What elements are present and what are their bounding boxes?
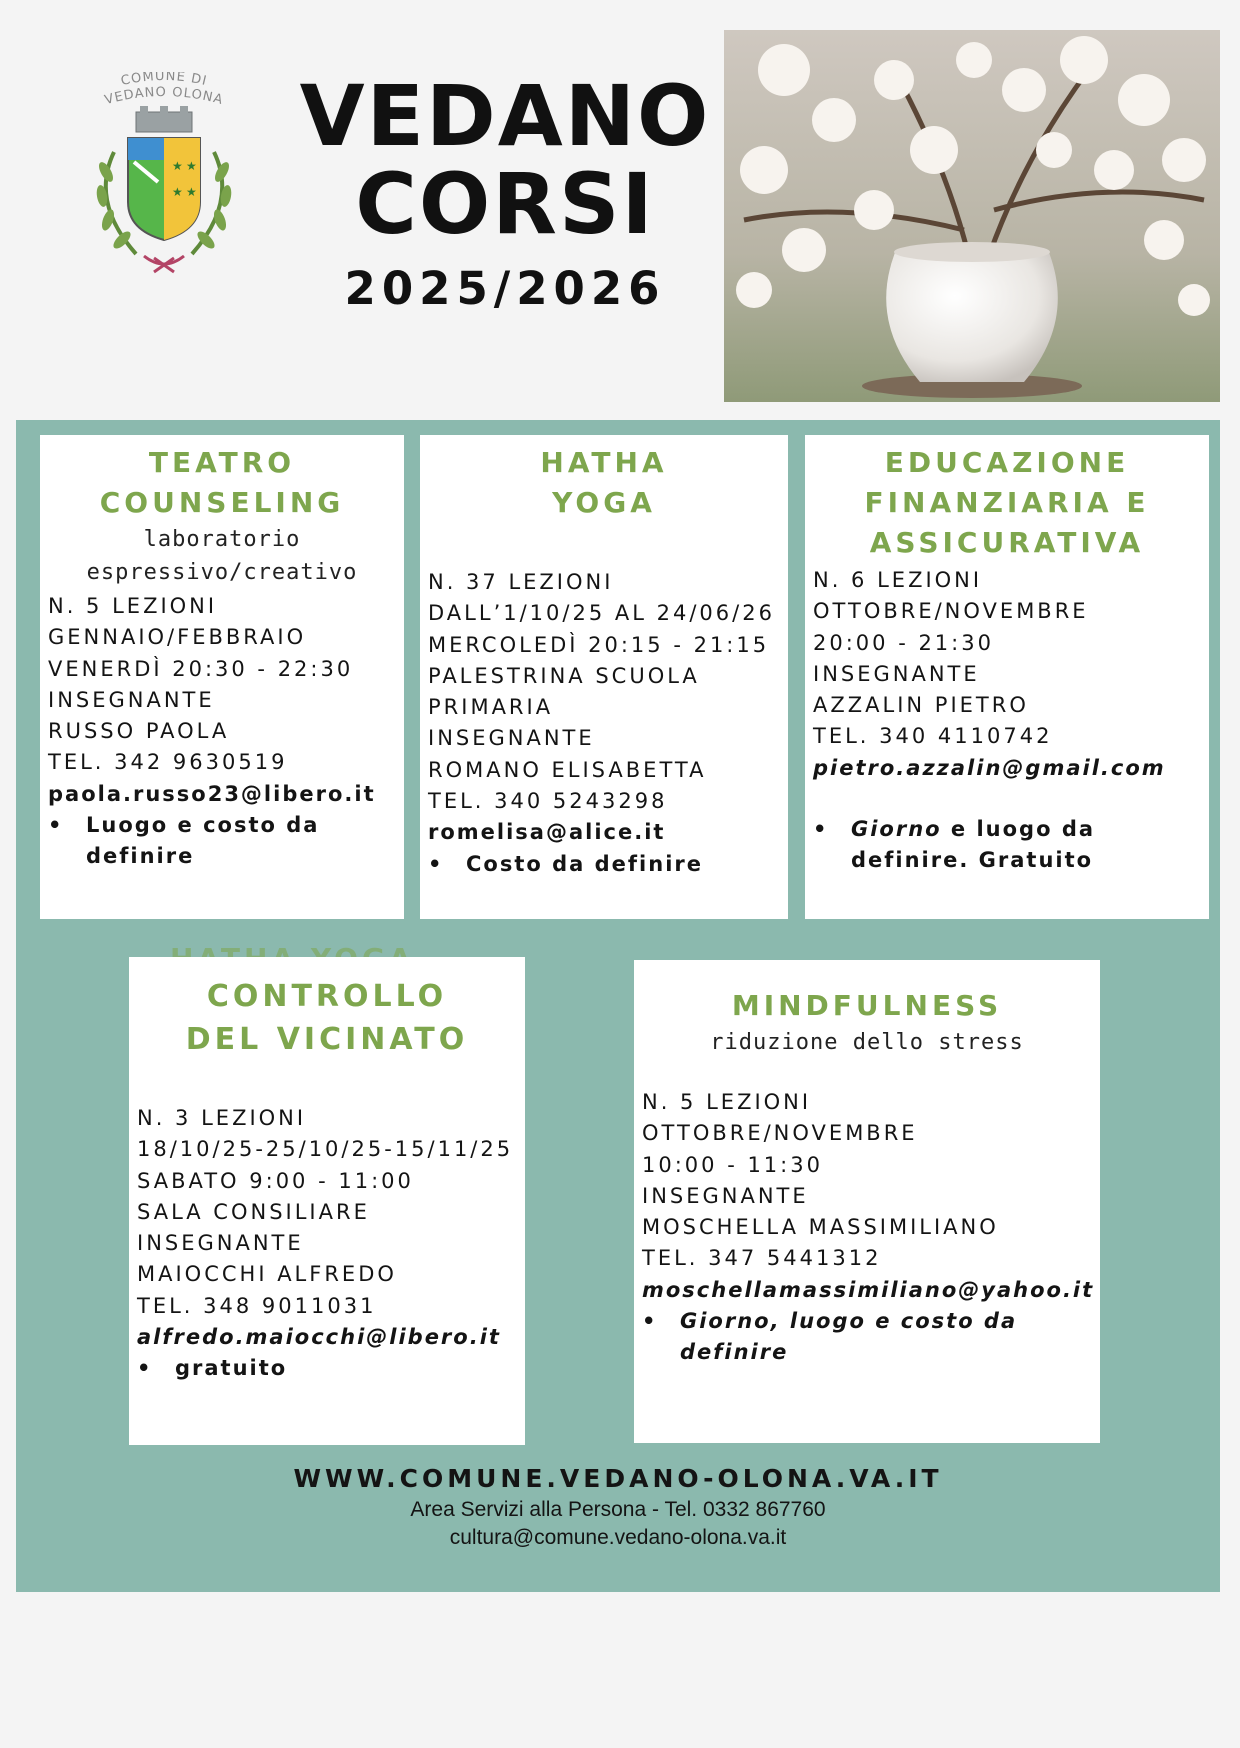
- bullet-dot: •: [813, 817, 829, 842]
- detail-line: PALESTRINA SCUOLA: [428, 663, 700, 688]
- course-note-italic: Giorno: [851, 817, 942, 842]
- course-note-text: Giorno, luogo e costo da definire: [680, 1309, 1018, 1365]
- course-note: [420, 849, 788, 880]
- course-email-link[interactable]: alfredo.maiocchi@libero.it: [137, 1325, 501, 1350]
- course-title-line: DEL VICINATO: [185, 1022, 469, 1057]
- course-title-line: COUNSELING: [99, 486, 345, 519]
- year-label: 2025/2026: [344, 262, 666, 315]
- detail-line: TEL. 348 9011031: [137, 1293, 377, 1318]
- course-email-link[interactable]: romelisa@alice.it: [428, 820, 666, 845]
- course-title: [805, 443, 1209, 563]
- course-note: [805, 814, 1209, 876]
- detail-line: INSEGNANTE: [813, 661, 980, 686]
- detail-line: INSEGNANTE: [48, 687, 215, 712]
- detail-line: TEL. 342 9630519: [48, 750, 288, 775]
- detail-line: 20:00 - 21:30: [813, 630, 994, 655]
- blossom-vase-photo: [724, 30, 1220, 402]
- bullet-dot: •: [642, 1309, 658, 1334]
- course-title-line: CONTROLLO: [206, 979, 448, 1014]
- course-subtitle-line: laboratorio: [143, 527, 301, 552]
- detail-line: MOSCHELLA MASSIMILIANO: [642, 1215, 999, 1240]
- logo-text-line2: VEDANO OLONA: [103, 84, 225, 109]
- course-title-line: EDUCAZIONE: [884, 446, 1130, 479]
- course-note: [129, 1353, 525, 1384]
- course-details: [634, 1087, 1100, 1306]
- svg-text:★: ★: [172, 159, 183, 173]
- course-title: [40, 443, 404, 523]
- course-subtitle-line: espressivo/creativo: [86, 560, 358, 585]
- bullet-dot: •: [48, 813, 64, 838]
- course-title-line: ASSICURATIVA: [869, 526, 1145, 559]
- svg-text:VEDANO OLONA: [103, 85, 225, 108]
- course-card-mindfulness: [634, 960, 1100, 1443]
- course-subtitle: [634, 1026, 1100, 1059]
- title-line-2: CORSI: [355, 155, 655, 253]
- detail-line: TEL. 340 4110742: [813, 724, 1053, 749]
- detail-line: ROMANO ELISABETTA: [428, 757, 707, 782]
- course-details: [805, 565, 1209, 784]
- course-note-text: [851, 814, 1209, 876]
- course-card-educazione-finanziaria: [805, 435, 1209, 919]
- office-email-link[interactable]: cultura@comune.vedano-olona.va.it: [449, 1526, 787, 1549]
- course-note: [40, 810, 404, 872]
- course-title: [634, 986, 1100, 1026]
- detail-line: MERCOLEDÌ 20:15 - 21:15: [428, 632, 770, 657]
- course-email-link[interactable]: moschellamassimiliano@yahoo.it: [642, 1277, 1095, 1302]
- detail-line: TEL. 340 5243298: [428, 789, 668, 814]
- detail-line: N. 3 LEZIONI: [137, 1106, 307, 1130]
- logo-text-line1: COMUNE DI: [119, 72, 209, 90]
- detail-line: GENNAIO/FEBBRAIO: [48, 625, 307, 650]
- detail-line: 10:00 - 11:30: [642, 1152, 823, 1177]
- course-details: [129, 1103, 525, 1353]
- detail-line: N. 5 LEZIONI: [48, 594, 218, 618]
- title-line-1: VEDANO: [299, 67, 711, 165]
- detail-line: DALL’1/10/25 AL 24/06/26: [428, 601, 775, 626]
- detail-line: OTTOBRE/NOVEMBRE: [642, 1121, 918, 1146]
- course-title-line: YOGA: [552, 486, 656, 519]
- detail-line: RUSSO PAOLA: [48, 719, 230, 744]
- detail-line: SALA CONSILIARE: [137, 1199, 370, 1224]
- website-link[interactable]: WWW.COMUNE.VEDANO-OLONA.VA.IT: [293, 1464, 943, 1493]
- ghost-text: [170, 942, 415, 956]
- course-title-line: HATHA: [540, 446, 668, 479]
- detail-line: MAIOCCHI ALFREDO: [137, 1262, 397, 1287]
- course-note-text: Costo da definire: [466, 851, 703, 876]
- municipal-crest-logo: [84, 72, 244, 292]
- course-email-link[interactable]: paola.russo23@libero.it: [48, 781, 376, 806]
- bullet-dot: •: [137, 1356, 153, 1381]
- bullet-dot: •: [428, 851, 444, 876]
- detail-line: INSEGNANTE: [642, 1183, 809, 1208]
- detail-line: 18/10/25-25/10/25-15/11/25: [137, 1137, 514, 1162]
- course-title-line: MINDFULNESS: [731, 989, 1003, 1022]
- course-title: [129, 975, 525, 1061]
- course-details: [40, 591, 404, 810]
- svg-text:★: ★: [172, 185, 183, 199]
- course-card-hatha-yoga: [420, 435, 788, 919]
- course-details: [420, 567, 788, 849]
- svg-text:★: ★: [186, 159, 197, 173]
- course-email-link[interactable]: pietro.azzalin@gmail.com: [813, 755, 1166, 780]
- course-title: [420, 443, 788, 523]
- course-subtitle: [40, 523, 404, 589]
- detail-line: AZZALIN PIETRO: [813, 693, 1029, 718]
- detail-line: TEL. 347 5441312: [642, 1246, 882, 1271]
- detail-line: N. 6 LEZIONI: [813, 568, 983, 592]
- course-title-line: FINANZIARIA E: [864, 486, 1150, 519]
- detail-line: N. 5 LEZIONI: [642, 1090, 812, 1114]
- course-subtitle-line: riduzione dello stress: [710, 1030, 1024, 1055]
- detail-line: OTTOBRE/NOVEMBRE: [813, 599, 1089, 624]
- course-note-text: gratuito: [175, 1356, 288, 1381]
- detail-line: SABATO 9:00 - 11:00: [137, 1168, 414, 1193]
- course-title-line: TEATRO: [148, 446, 296, 479]
- detail-line: VENERDÌ 20:30 - 22:30: [48, 656, 354, 681]
- detail-line: PRIMARIA: [428, 695, 554, 720]
- office-contact: Area Servizi alla Persona - Tel. 0332 867760: [410, 1498, 826, 1521]
- main-title: [290, 67, 720, 253]
- course-note: [634, 1306, 1042, 1368]
- course-card-controllo-vicinato: [129, 957, 525, 1445]
- svg-text:★: ★: [186, 185, 197, 199]
- course-note-text: Luogo e costo da definire: [86, 813, 320, 869]
- detail-line: INSEGNANTE: [137, 1231, 304, 1256]
- detail-line: N. 37 LEZIONI: [428, 570, 614, 594]
- course-card-teatro-counseling: [40, 435, 404, 919]
- course-note-rest: e luogo da definire. Gratuito: [851, 817, 1096, 873]
- detail-line: INSEGNANTE: [428, 726, 595, 751]
